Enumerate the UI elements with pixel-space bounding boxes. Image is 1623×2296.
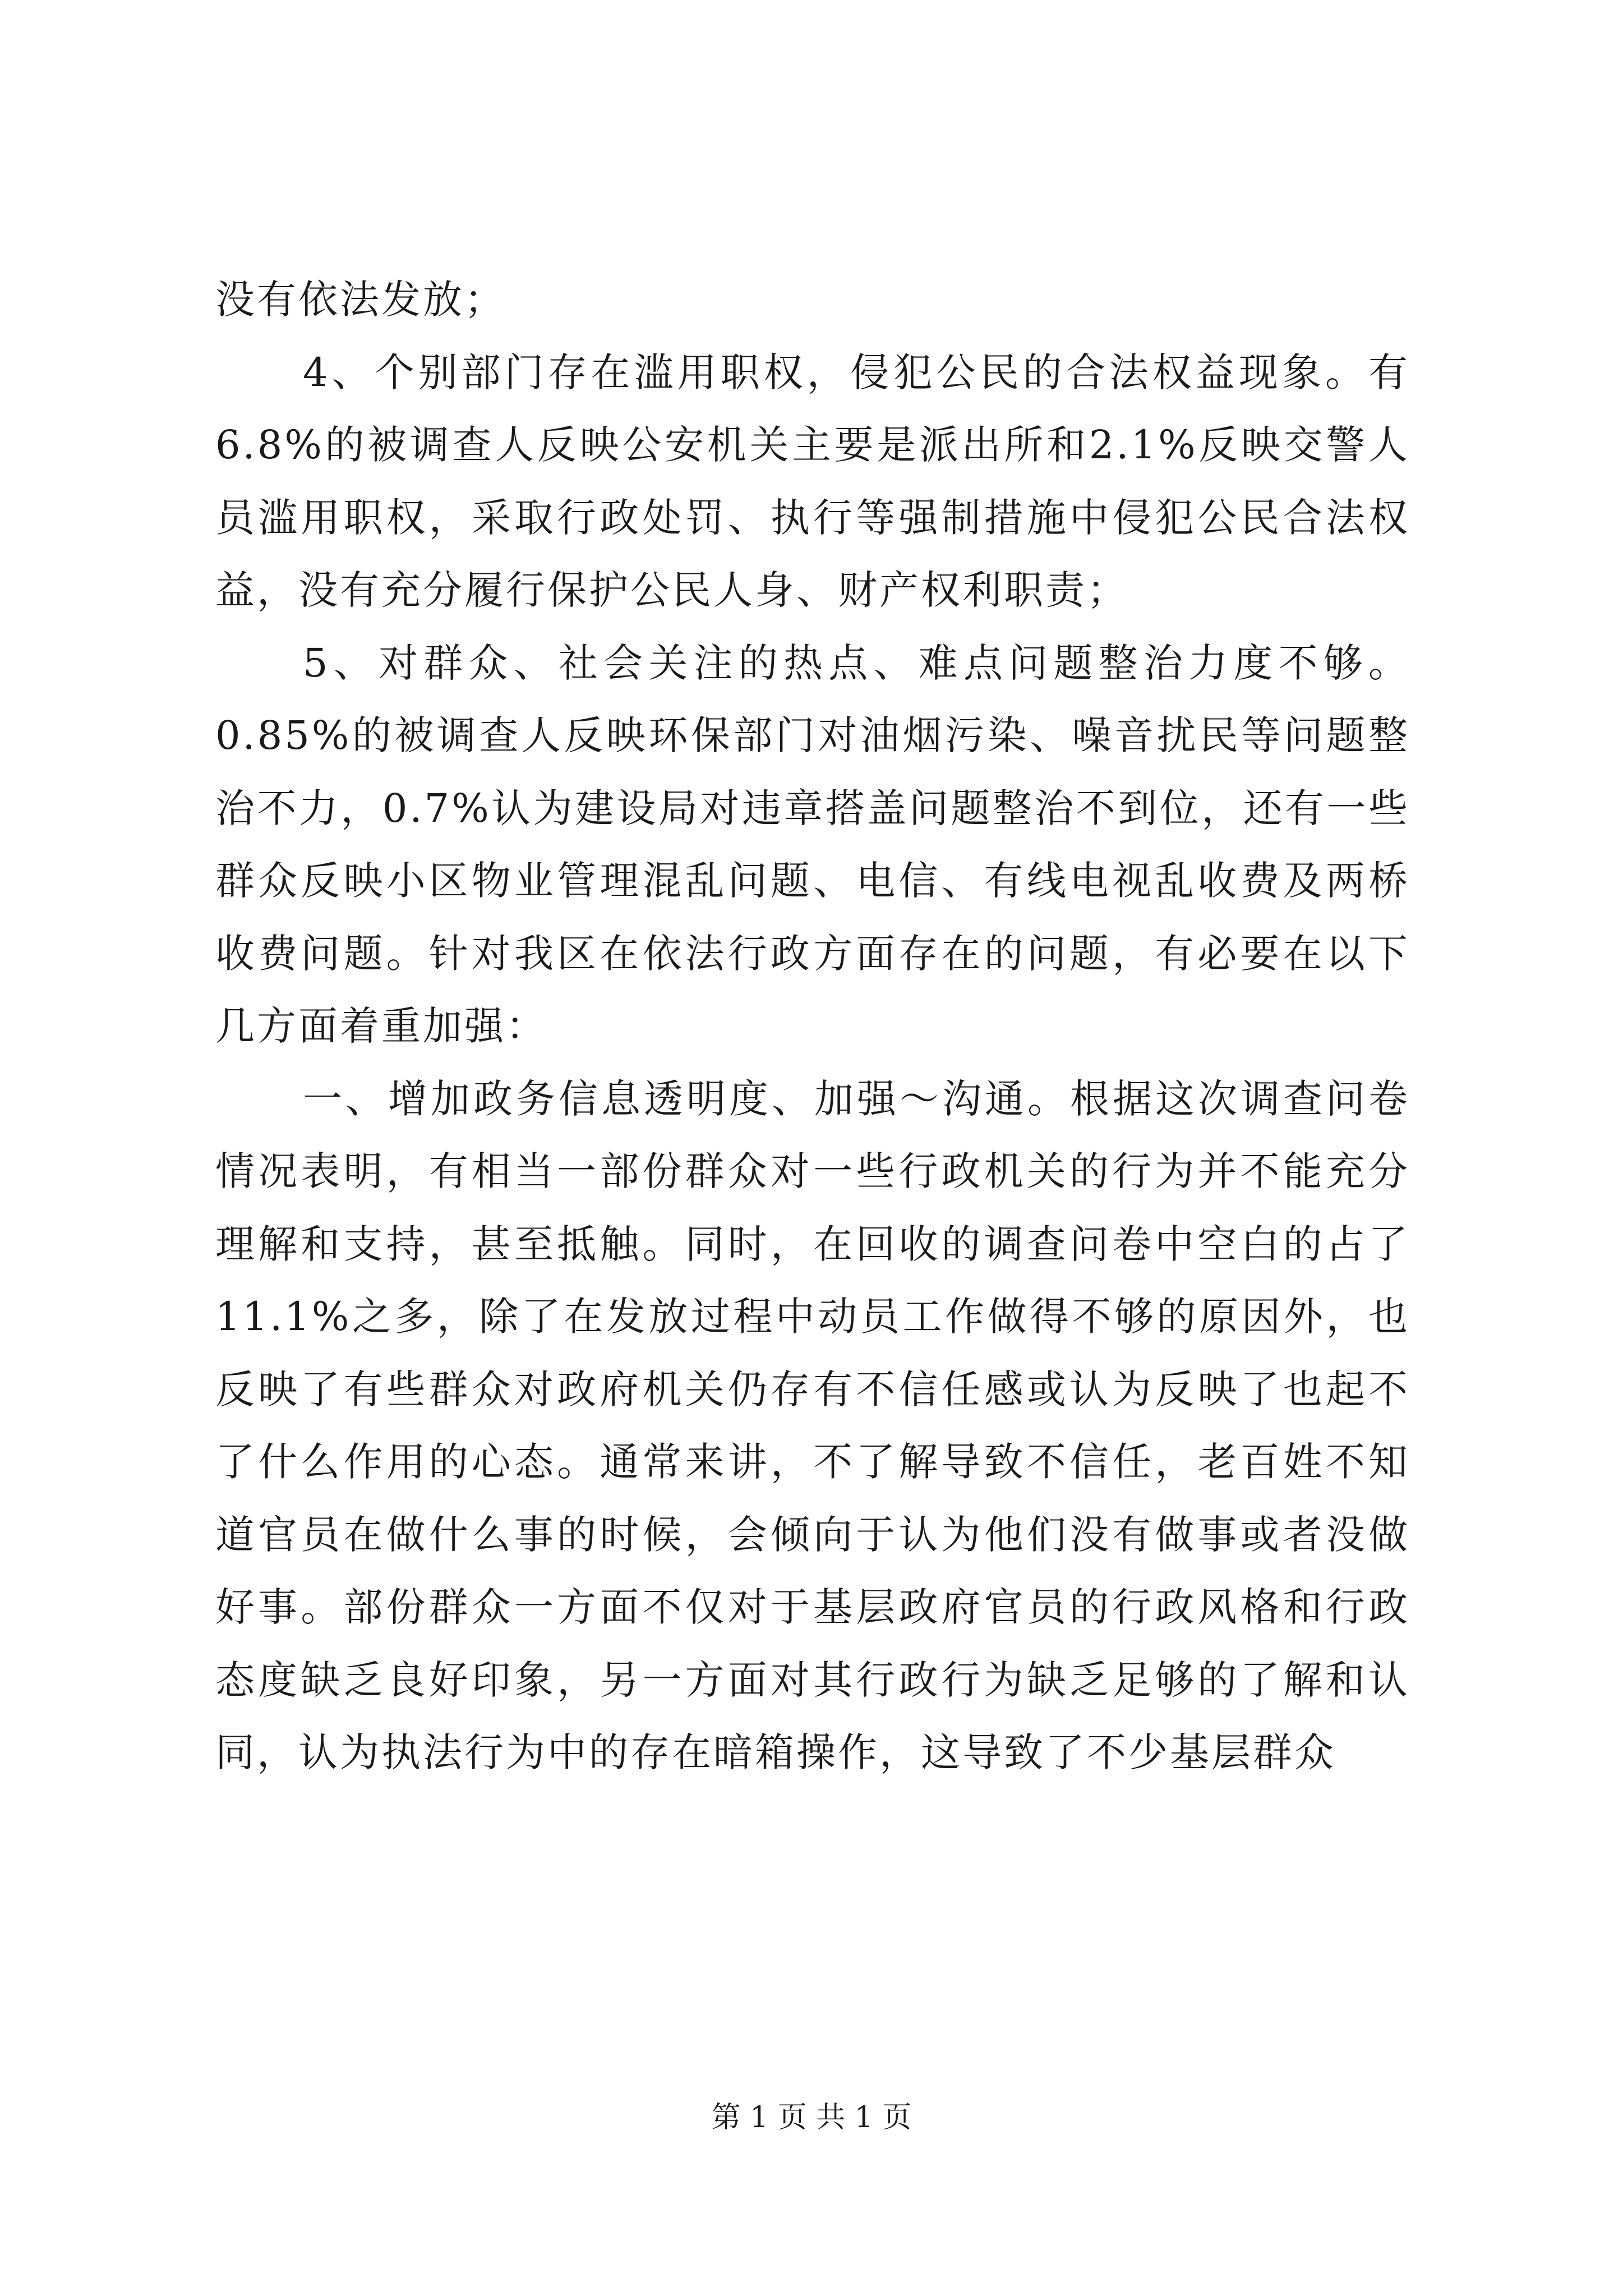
document-body bbox=[215, 264, 1410, 1789]
page-footer: 第 1 页 共 1 页 bbox=[711, 2101, 912, 2134]
paragraph-item-5: 5、对群众、社会关注的热点、难点问题整治力度不够。0.85%的被调查人反映环保部门对油烟污染、噪音扰民等问题整治不力，0.7%认为建设局对违章搭盖问题整治不到位，还有一些群众反映小区物业管理混乱问题、电信、有线电视乱收费及两桥收费问题。针对我区在依法行政方面存在的问题，有必要在以下几方面着重加强： bbox=[215, 639, 1410, 1049]
paragraph-section-1: 一、增加政务信息透明度、加强～沟通。根据这次调查问卷情况表明，有相当一部份群众对一些行政机关的行为并不能充分理解和支持，甚至抵触。同时，在回收的调查问卷中空白的占了11.1%之多，除了在发放过程中动员工作做得不够的原因外，也反映了有些群众对政府机关仍存有不信任感或认为反映了也起不了什么作用的心态。通常来讲，不了解导致不信任，老百姓不知道官员在做什么事的时候，会倾向于认为他们没有做事或者没做好事。部份群众一方面不仅对于基层政府官员的行政风格和行政态度缺乏良好印象，另一方面对其行政行为缺乏足够的了解和认同，认为执法行为中的存在暗箱操作，这导致了不少基层群众 bbox=[215, 1075, 1410, 1775]
paragraph-item-4: 4、个别部门存在滥用职权，侵犯公民的合法权益现象。有6.8%的被调查人反映公安机关主要是派出所和2.1%反映交警人员滥用职权，采取行政处罚、执行等强制措施中侵犯公民合法权益，没有充分履行保护公民人身、财产权利职责； bbox=[215, 349, 1410, 613]
paragraph-continuation: 没有依法发放； bbox=[215, 277, 506, 323]
